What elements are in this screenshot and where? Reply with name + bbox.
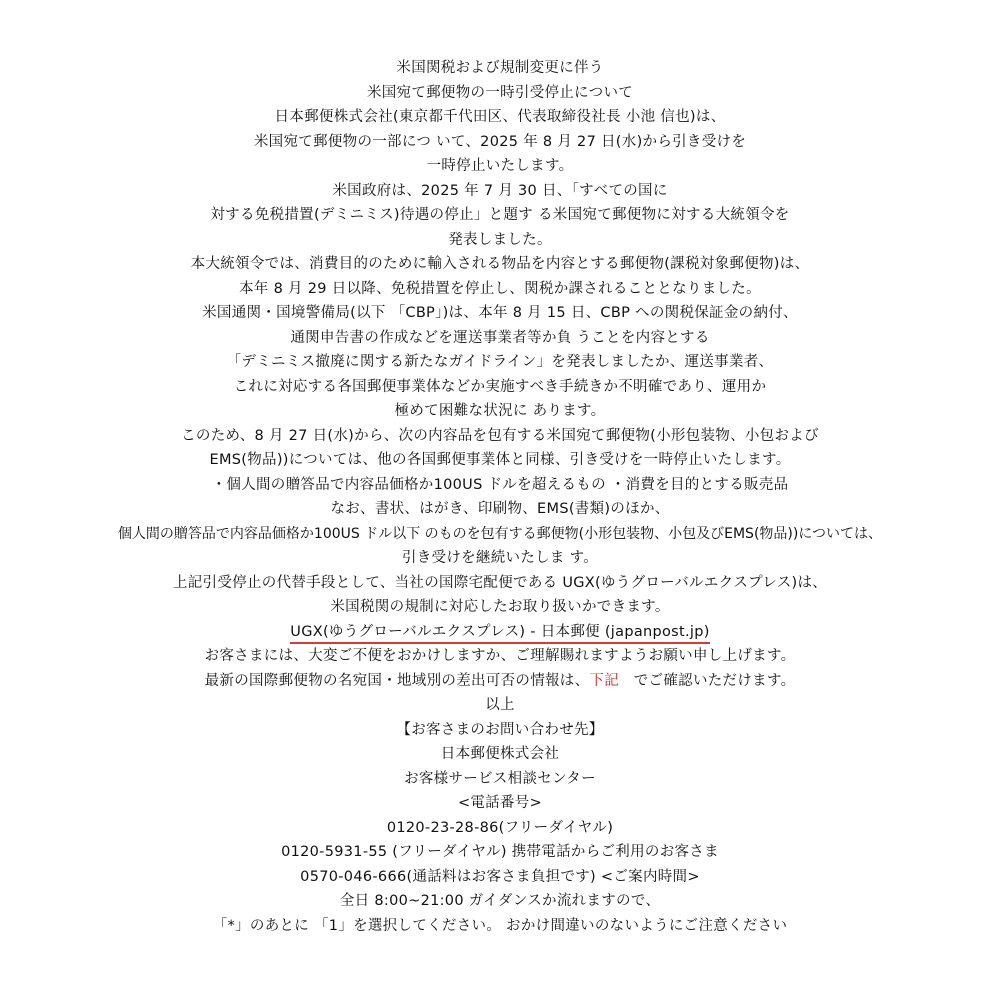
body-line: 米国通関・国境警備局(以下 「CBP」)は、本年 8 月 15 日、CBP への関税保証金の納付、 bbox=[202, 305, 798, 321]
closing-line: 以上 bbox=[485, 697, 515, 713]
body-line: 本大統領令では、消費目的のために輸入される物品を内容とする郵便物(課税対象郵便物)は、 bbox=[190, 256, 810, 272]
title-line-2: 米国宛て郵便物の一時引受停止について bbox=[366, 84, 634, 101]
body-line: 米国税関の規制に対応したお取り扱いかできます。 bbox=[330, 599, 670, 615]
phone-number-1: 0120-23-28-86(フリーダイヤル) bbox=[386, 819, 614, 836]
body-line: 対する免税措置(デミニミス)待遇の停止」と題す る米国宛て郵便物に対する大統領令を bbox=[210, 207, 790, 223]
ugx-link[interactable]: UGX(ゆうグローバルエクスプレス) - 日本郵便 (japanpost.jp) bbox=[290, 623, 709, 644]
phone-number-2: 0120-5931-55 (フリーダイヤル) 携帯電話からご利用のお客さま bbox=[281, 844, 719, 860]
info-line bbox=[0, 669, 1000, 694]
service-hours: 全日 8:00~21:00 ガイダンスか流れますので、 bbox=[339, 893, 661, 909]
body-line: 上記引受停止の代替手段として、当社の国際宅配便である UGX(ゆうグローバルエクスプレス)は、 bbox=[172, 574, 828, 591]
body-line: EMS(物品))については、他の各国郵便事業体と同様、引き受けを一時停止いたします。 bbox=[209, 452, 791, 468]
body-line: 「デミニミス撤廃に関する新たなガイドライン」を発表しましたか、運送事業者、 bbox=[226, 354, 774, 370]
body-line: 通関申告書の作成などを運送事業者等か負 うことを内容とする bbox=[290, 329, 710, 346]
info-suffix: でご確認いただけます。 bbox=[633, 672, 796, 689]
body-line: このため、8 月 27 日(水)から、次の内容品を包有する米国宛て郵便物(小形包装物、小包および bbox=[181, 427, 819, 444]
body-line: 個人間の贈答品で内容品価格か100US ドル以下 のものを包有する郵便物(小形包装物、小包及びEMS(物品))については、 bbox=[117, 525, 883, 542]
below-link[interactable]: 下記 bbox=[589, 672, 620, 689]
phone-number-3: 0570-046-666(通話料はお客さま負担です) <ご案内時間> bbox=[300, 868, 700, 885]
body-line: ・個人間の贈答品で内容品価格か100US ドルを超えるもの ・消費を目的とする販売品 bbox=[211, 476, 789, 493]
phone-label: <電話番号> bbox=[457, 795, 543, 811]
notice-document bbox=[0, 56, 1000, 938]
body-line: 本年 8 月 29 日以降、免税措置を停止し、関税か課されることとなりました。 bbox=[239, 280, 761, 297]
body-line: 極めて困難な状況に あります。 bbox=[394, 403, 606, 419]
contact-center: お客様サービス相談センター bbox=[404, 770, 596, 787]
dial-instruction: 「*」のあとに 「1」を選択してください。 おかけ間違いのないようにご注意ください bbox=[212, 917, 788, 934]
body-line: 一時停止いたします。 bbox=[426, 158, 574, 174]
title-line-1: 米国関税および規制変更に伴う bbox=[396, 60, 604, 76]
ugx-link-line bbox=[0, 620, 1000, 645]
contact-company: 日本郵便株式会社 bbox=[440, 746, 560, 762]
contact-heading: 【お客さまのお問い合わせ先】 bbox=[396, 721, 604, 738]
body-line: 発表しました。 bbox=[448, 231, 552, 248]
body-line: これに対応する各国郵便事業体などか実施すべき手続きか不明確であり、運用か bbox=[233, 378, 767, 395]
body-line: 米国宛て郵便物の一部につ いて、2025 年 8 月 27 日(水)から引き受けを bbox=[253, 133, 747, 150]
apology-line: お客さまには、大変ご不便をおかけしますか、ご理解賜れますようお願い申し上げます。 bbox=[204, 648, 796, 664]
body-line: 日本郵便株式会社(東京都千代田区、代表取締役社長 小池 信也)は、 bbox=[274, 109, 726, 125]
info-prefix: 最新の国際郵便物の名宛国・地域別の差出可否の情報は、 bbox=[204, 672, 590, 689]
body-line: なお、書状、はがき、印刷物、EMS(書類)のほか、 bbox=[330, 501, 670, 517]
body-line: 引き受けを継続いたしま す。 bbox=[401, 550, 599, 566]
body-line: 米国政府は、2025 年 7 月 30 日、「すべての国に bbox=[332, 182, 668, 199]
